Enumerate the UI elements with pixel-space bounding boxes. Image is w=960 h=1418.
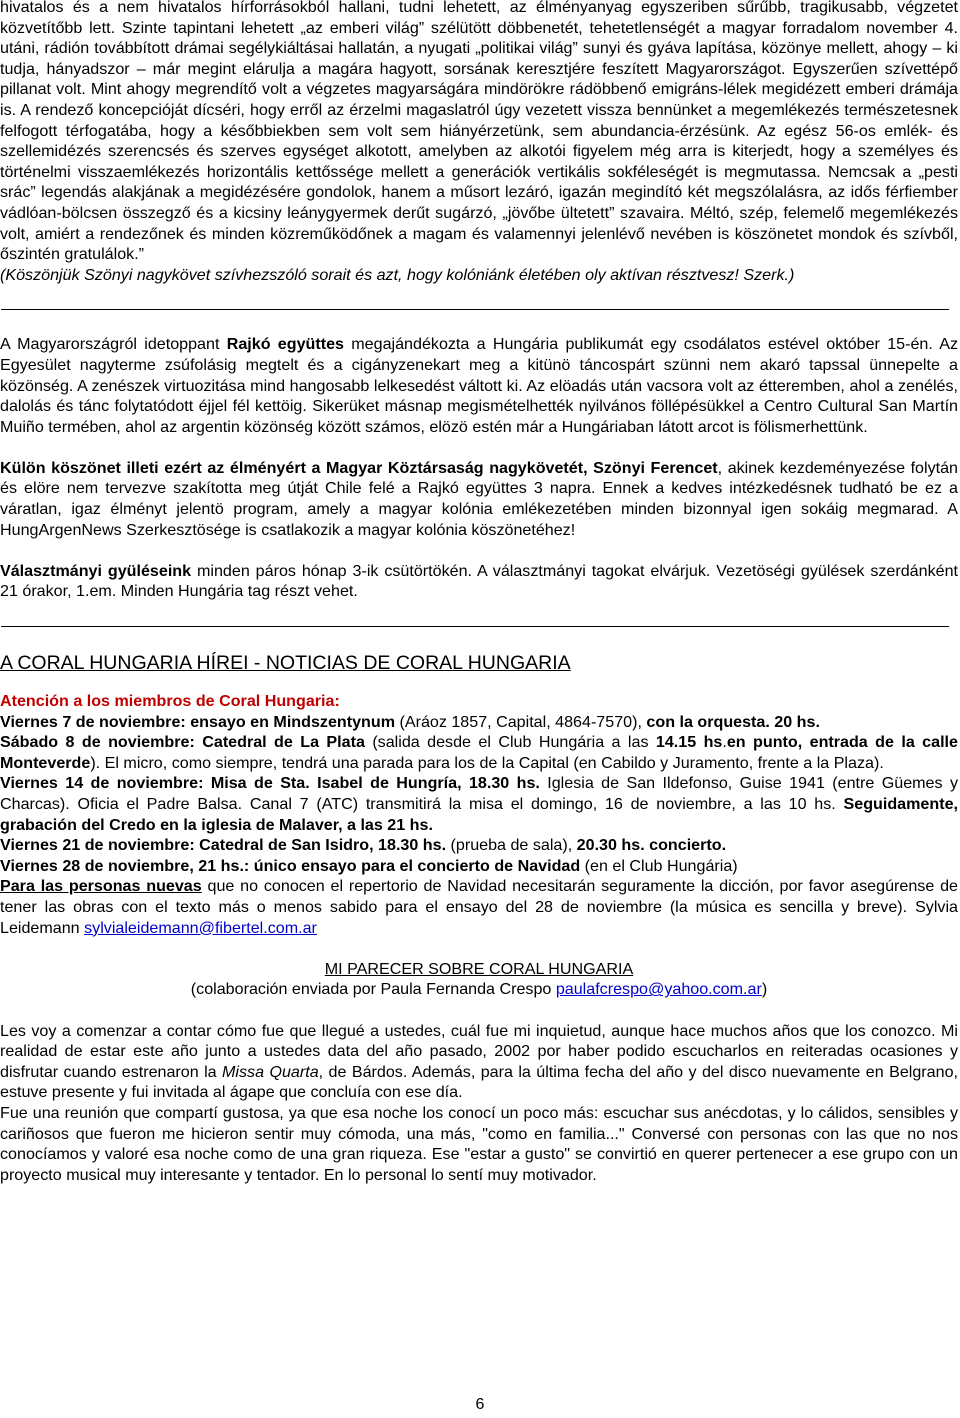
section-title: A CORAL HUNGARIA HÍREI - NOTICIAS DE CORAL HUNGARIA [0,652,571,675]
subsection-byline: (colaboración enviada por Paula Fernanda Crespo paulafcrespo@yahoo.com.ar) [190,980,768,999]
subsection-title: MI PARECER SOBRE CORAL HUNGARIA [324,959,634,978]
email-link[interactable]: paulafcrespo@yahoo.com.ar [555,980,762,999]
page-number: 6 [475,1396,485,1413]
rajko-paragraph: A Magyarországról idetoppant Rajkó együttes megajándékozta a Hungária publikumát egy csodálatos estével október 15-én. Az Egyesület nagyterme zsúfolásig megtelt és a cigányzenekart meg a kitünö táncospárt szünni nem akaró tapssal ünnepelte a közönség. A zenészek virtuozitása mind hangosabb lelkesedést váltott ki. Az elöadás után vacsora volt az étteremben, ahol a zenélés, dalolás és tánc folytatódott éjjel fél kettöig. Sikerüket másnap megismételhették nyilvános föllépésükkel a Centro Cultural San Martín Muiño termében, ahol az argentin közönség között számos, elözö estén már a Hungáriaban látott arcot is fölismerhettünk. [0,335,958,436]
rajko-news [0,334,958,602]
essay-paragraph: Les voy a comenzar a contar cómo fue que llegué a ustedes, cuál fue mi inquietud, aunque hace muchos años que los conozco. Mi realidad de estar este año junto a ustedes data del año pasado, 2002 por haber podido escucharlos en reiteradas ocasiones y disfrutar cuando estrenaron la Missa Quarta, de Bárdos. Además, para la última fecha del año y del disco nuevamente en Belgrano, estuve presente y fui invitada al ágape que concluía con ese día. [0,1021,958,1102]
schedule-item: Viernes 14 de noviembre: Misa de Sta. Isabel de Hungría, 18.30 hs. Iglesia de San Ildefonso, Guise 1941 (entre Güemes y Charcas). Oficia el Padre Balsa. Canal 7 (ATC) transmitirá la misa el domingo, 16 de noviembre, a las 10 hs. Seguidamente, grabación del Credo en la iglesia de Malaver, a las 21 hs. [0,774,958,834]
schedule-item: Viernes 28 de noviembre, 21 hs.: único ensayo para el concierto de Navidad (en el Club Hungária) [0,856,738,875]
divider [1,309,949,310]
editor-note: (Köszönjük Szönyi nagykövet szívhezszóló sorait és azt, hogy kolóniánk életében oly aktívan résztvesz! Szerk.) [0,265,795,284]
meetings-paragraph: Választmányi gyüléseink minden páros hónap 3-ik csütörtökén. A választmányi tagokat elvárjuk. Vezetöségi gyülések szerdánként 21 órakor, 1.em. Minden Hungária tag részt vehet. [0,561,958,601]
thanks-paragraph: Külön köszönet illeti ezért az élményért a Magyar Köztársaság nagykövetét, Szönyi Ferencet, akinek kezdeményezése folytán és elöre nem tervezve szakította meg útját Chile felé a Rajkó együttes 3 napra. Ennek a kedves intézkedésnek tudható be ez a váratlan, igaz élményt jelentö program, amely a magyar kolónia emlékezetében minden bizonnyal igen sokáig megmarad. A HungArgenNews Szerkesztösége is csatlakozik a magyar kolónia köszönetéhez! [0,458,958,539]
divider [1,626,949,627]
schedule-item: Viernes 21 de noviembre: Catedral de San Isidro, 18.30 hs. (prueba de sala), 20.30 hs. concierto. [0,836,727,855]
article-paragraph: hivatalos és a nem hivatalos hírforrásokból hallani, tudni lehetett, az élményanyag egyszeriben sűrűbb, tragikusabb, végzetet közvetítőbb lett. Szinte tapintani lehetett „az emberi világ” szélütött döbbenetét, tehetetlenségét a magyar forradalom november 4. utáni, rádión továbbított drámai segélykiáltásai hallatán, a nyugati „politikai világ” sunyi és gyáva lapítása, közönye mellett, ahogy – ki tudja, hányadszor – már megint elárulja a magára hagyott, sorsának keresztjére feszített Magyarországot. Egyszerűen szívettépő pillanat volt. Mint ahogy megrendítő volt a végzetes magyarságára mindörökre rádöbbenő emigráns-lélek megidézett emberi drámája is. A rendező koncepcióját dícséri, hogy erről az érzelmi magaslatról úgy vezetett vissza bennünket a megemlékezés természetesnek felfogott térfogatába, hogy a későbbiekben sem volt sem hiányérzetünk, sem abundancia-érzésünk. Az egész 56-os emlék- és szellemidézés szerencsés és szerves egységet alkotott, amelyben az alkotói figyelem még arra is kiterjedt, hogy a személyes és történelmi visszaemlékezés horizontális kettőssége mellett a generációk vertikális sokféleségét is megmutassa. Nemcsak a „pesti srác” legendás alakjának a megidézésére gondolok, hanem a műsort lezáró, igazán megindító két megszólalásra, az idős férfiember vádlóan-bölcsen összegző és a kicsiny leánygyermek derűt sugárzó, „jövőbe ültetett” szavaira. Méltó, szép, felemelő megemlékezés volt, amiért a rendezőnek és minden közreműködőnek a magam és valamennyi jelenlévő nevében is köszönetet mondok és szívből, őszintén gratulálok.” [0,0,958,264]
new-members-note: Para las personas nuevas que no conocen el repertorio de Navidad necesitarán seguramente la dicción, por favor asegúrense de tener las obras con el texto más o menos sabido para el ensayo del 28 de noviembre (la música es sencilla y breve). Sylvia Leidemann sylvialeidemann@fibertel.com.ar [0,877,958,937]
schedule-item: Sábado 8 de noviembre: Catedral de La Plata (salida desde el Club Hungária a las 14.15 hs.en punto, entrada de la calle Monteverde). El micro, como siempre, tendrá una parada para los de la Capital (en Cabildo y Juramento, frente a la Plaza). [0,733,958,772]
schedule-item: Viernes 7 de noviembre: ensayo en Mindszentynum (Aráoz 1857, Capital, 4864-7570), con la orquesta. 20 hs. [0,712,820,731]
coral-section [0,651,958,1185]
email-link[interactable]: sylvialeidemann@fibertel.com.ar [84,918,317,937]
hungarian-article [0,0,958,285]
essay-paragraph: Fue una reunión que compartí gustosa, ya que esa noche los conocí un poco más: escuchar sus anécdotas, y lo cálidos, sensibles y cariñosos que fueron me hicieron sentir muy cómoda, una más, "como en familia..." Conversé con personas con las que no nos conocíamos y valoré esa noche como de una gran riqueza. Ese "estar a gusto" se convirtió en querer pertenecer a ese grupo con un proyecto musical muy interesante y tentador. En lo personal lo sentí muy motivador. [0,1103,958,1184]
attention-heading: Atención a los miembros de Coral Hungaria: [0,692,340,711]
